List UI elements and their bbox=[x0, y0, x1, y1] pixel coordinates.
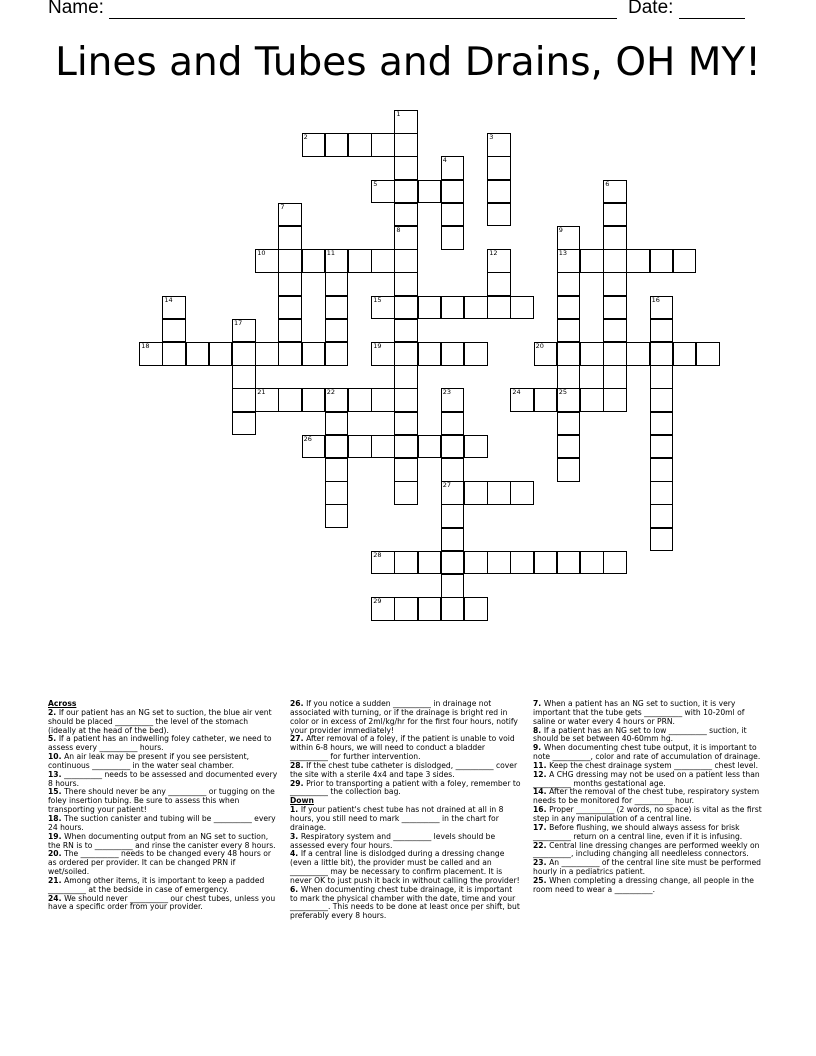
grid-cell[interactable] bbox=[580, 249, 604, 273]
cell-number: 17 bbox=[234, 318, 243, 327]
clue-number: 2. bbox=[48, 707, 59, 717]
grid-cell[interactable] bbox=[278, 272, 302, 296]
grid-cell[interactable] bbox=[278, 226, 302, 250]
grid-cell[interactable] bbox=[371, 551, 395, 575]
grid-cell[interactable] bbox=[603, 319, 627, 343]
clue-number: 28. bbox=[290, 760, 307, 770]
clue-text: If a patient has an indwelling foley catheter, we need to assess every __________ hours. bbox=[48, 734, 272, 753]
grid-cell[interactable] bbox=[464, 435, 488, 459]
clue-text: If your patient's chest tube has not drained at all in 8 hours, you still need to mark __________ in the chart for drainage. bbox=[290, 805, 504, 832]
clue-item bbox=[290, 762, 522, 780]
grid-cell[interactable] bbox=[650, 365, 674, 389]
grid-cell[interactable] bbox=[255, 388, 279, 412]
grid-cell[interactable] bbox=[557, 296, 581, 320]
grid-cell[interactable] bbox=[510, 551, 534, 575]
grid-cell[interactable] bbox=[487, 551, 511, 575]
grid-cell[interactable] bbox=[534, 388, 558, 412]
clue-number: 25. bbox=[533, 875, 550, 885]
grid-cell[interactable] bbox=[394, 551, 418, 575]
grid-cell[interactable] bbox=[441, 574, 465, 598]
grid-cell[interactable] bbox=[394, 133, 418, 157]
clue-number: 18. bbox=[48, 813, 65, 823]
grid-cell[interactable] bbox=[650, 319, 674, 343]
clue-text: __________ needs to be assessed and documented every 8 hours. bbox=[48, 769, 278, 788]
cell-number: 13 bbox=[558, 249, 568, 258]
clue-number: 13. bbox=[48, 769, 65, 779]
grid-cell[interactable] bbox=[441, 203, 465, 227]
clue-text: If a central line is dislodged during a dressing change (even a little bit), the provider must be called and an __________ may be necessary to confirm placement. It is never OK to just push it back in without calling the provider! bbox=[290, 849, 520, 885]
cell-number: 21 bbox=[257, 388, 266, 397]
grid-cell[interactable] bbox=[696, 342, 720, 366]
grid-cell[interactable] bbox=[534, 551, 558, 575]
clue-item bbox=[48, 771, 278, 789]
name-label: Name: bbox=[48, 0, 104, 18]
clue-text: If you notice a sudden __________ in drainage not associated with turning, or if the drainage is bright red in color or in excess of 2ml/kg/hr for the first four hours, notify your provider immediately! bbox=[290, 699, 518, 735]
grid-cell[interactable] bbox=[394, 296, 418, 320]
clue-item bbox=[48, 877, 278, 895]
clue-text: After the removal of the chest tube, respiratory system needs to be monitored for __________ hour. bbox=[533, 787, 760, 806]
clue-item bbox=[533, 700, 765, 727]
clue-item bbox=[533, 842, 765, 860]
clue-item bbox=[290, 850, 522, 885]
clue-number: 8. bbox=[533, 725, 544, 735]
grid-cell[interactable] bbox=[650, 412, 674, 436]
grid-cell[interactable] bbox=[603, 226, 627, 250]
grid-cell[interactable] bbox=[650, 296, 674, 320]
grid-cell[interactable] bbox=[394, 272, 418, 296]
grid-cell[interactable] bbox=[302, 133, 326, 157]
clue-text: When a patient has an NG set to suction, it is very important that the tube gets __________ with 10-20ml of saline or water every 4 hours or PRN. bbox=[533, 699, 745, 726]
clue-number: 21. bbox=[48, 875, 65, 885]
clue-section-heading: Down bbox=[290, 796, 314, 806]
grid-cell[interactable] bbox=[418, 597, 442, 621]
grid-cell[interactable] bbox=[603, 203, 627, 227]
grid-cell[interactable] bbox=[441, 435, 465, 459]
cell-number: 15 bbox=[373, 295, 382, 304]
grid-cell[interactable] bbox=[487, 133, 511, 157]
clue-number: 16. bbox=[533, 805, 550, 815]
clue-text: There should never be any __________ or tugging on the foley insertion tubing. Be sure to assess this when transporting your patient! bbox=[48, 787, 275, 815]
cell-number: 12 bbox=[489, 249, 498, 258]
grid-cell[interactable] bbox=[394, 481, 418, 505]
page-title: Lines and Tubes and Drains, OH MY! bbox=[55, 40, 761, 85]
grid-cell[interactable] bbox=[580, 388, 604, 412]
clue-number: 12. bbox=[533, 769, 550, 779]
grid-cell[interactable] bbox=[603, 342, 627, 366]
clue-number: 29. bbox=[290, 778, 307, 788]
clue-text: When documenting output from an NG set to suction, the RN is to __________ and rinse the canister every 8 hours. bbox=[48, 831, 276, 850]
clue-list bbox=[0, 700, 816, 1040]
grid-cell[interactable] bbox=[557, 226, 581, 250]
clue-item bbox=[48, 735, 278, 753]
grid-cell[interactable] bbox=[510, 481, 534, 505]
cell-number: 2 bbox=[303, 133, 308, 142]
clue-number: 5. bbox=[48, 734, 59, 744]
grid-cell[interactable] bbox=[510, 296, 534, 320]
grid-cell[interactable] bbox=[325, 272, 349, 296]
grid-cell[interactable] bbox=[441, 226, 465, 250]
grid-cell[interactable] bbox=[650, 249, 674, 273]
clue-number: 26. bbox=[290, 699, 307, 708]
date-label: Date: bbox=[628, 0, 674, 18]
grid-cell[interactable] bbox=[557, 272, 581, 296]
clue-item bbox=[533, 727, 765, 745]
cell-number: 11 bbox=[326, 249, 336, 258]
grid-cell[interactable] bbox=[557, 435, 581, 459]
grid-cell[interactable] bbox=[162, 296, 186, 320]
grid-cell[interactable] bbox=[278, 249, 302, 273]
grid-cell[interactable] bbox=[487, 481, 511, 505]
clue-number: 9. bbox=[533, 743, 544, 753]
clue-item bbox=[48, 815, 278, 833]
clue-column-3 bbox=[533, 700, 765, 895]
grid-cell[interactable] bbox=[371, 249, 395, 273]
cell-number: 6 bbox=[605, 179, 610, 188]
clue-text: Central line dressing changes are performed weekly on __________, including changing all needleless connectors. bbox=[533, 840, 760, 859]
cell-number: 9 bbox=[558, 226, 563, 234]
clue-text: When documenting chest tube output, it is important to note __________, color and rate of accumulation of drainage. bbox=[533, 743, 761, 762]
grid-cell[interactable] bbox=[371, 133, 395, 157]
clue-item bbox=[48, 895, 278, 913]
grid-cell[interactable] bbox=[580, 342, 604, 366]
grid-cell[interactable] bbox=[371, 296, 395, 320]
clue-text: Prior to transporting a patient with a foley, remember to __________ the collection bag. bbox=[290, 778, 521, 797]
cell-number: 19 bbox=[373, 342, 382, 350]
grid-cell[interactable] bbox=[418, 342, 442, 366]
clue-item bbox=[533, 788, 765, 806]
grid-cell[interactable] bbox=[371, 180, 395, 204]
cell-number: 14 bbox=[164, 295, 173, 304]
grid-cell[interactable] bbox=[209, 342, 233, 366]
grid-cell[interactable] bbox=[603, 388, 627, 412]
grid-cell[interactable] bbox=[371, 597, 395, 621]
grid-cell[interactable] bbox=[162, 319, 186, 343]
grid-cell[interactable] bbox=[325, 388, 349, 412]
grid-cell[interactable] bbox=[603, 365, 627, 389]
cell-number: 10 bbox=[257, 249, 266, 258]
grid-cell[interactable] bbox=[441, 597, 465, 621]
clue-text: If a patient has an NG set to low __________ suction, it should be set between 40-60mm hg. bbox=[533, 725, 747, 744]
grid-cell[interactable] bbox=[441, 388, 465, 412]
grid-cell[interactable] bbox=[603, 296, 627, 320]
clue-number: 11. bbox=[533, 760, 550, 770]
grid-cell[interactable] bbox=[650, 528, 674, 552]
grid-cell[interactable] bbox=[325, 504, 349, 528]
clue-item bbox=[48, 753, 278, 771]
cell-number: 1 bbox=[396, 110, 401, 118]
clue-number: 15. bbox=[48, 787, 65, 797]
clue-number: 14. bbox=[533, 787, 550, 797]
grid-cell[interactable] bbox=[394, 319, 418, 343]
grid-cell[interactable] bbox=[464, 342, 488, 366]
cell-number: 18 bbox=[141, 342, 150, 350]
grid-cell[interactable] bbox=[441, 458, 465, 482]
clue-item bbox=[533, 806, 765, 824]
grid-cell[interactable] bbox=[557, 412, 581, 436]
clue-item bbox=[290, 886, 522, 921]
cell-number: 25 bbox=[558, 388, 568, 397]
clue-text: We should never __________ our chest tubes, unless you have a specific order from your provider. bbox=[48, 893, 276, 912]
clue-item bbox=[533, 877, 765, 895]
clue-number: 23. bbox=[533, 858, 550, 868]
cell-number: 26 bbox=[303, 434, 312, 443]
grid-cell[interactable] bbox=[232, 365, 256, 389]
clue-number: 24. bbox=[48, 893, 65, 903]
grid-cell[interactable] bbox=[325, 319, 349, 343]
grid-cell[interactable] bbox=[278, 319, 302, 343]
clue-text: A CHG dressing may not be used on a patient less than __________ months gestational age. bbox=[533, 769, 760, 788]
grid-cell[interactable] bbox=[278, 342, 302, 366]
clue-item bbox=[48, 788, 278, 815]
grid-cell[interactable] bbox=[325, 249, 349, 273]
grid-cell[interactable] bbox=[650, 481, 674, 505]
grid-cell[interactable] bbox=[418, 435, 442, 459]
grid-cell[interactable] bbox=[650, 388, 674, 412]
grid-cell[interactable] bbox=[487, 272, 511, 296]
grid-cell[interactable] bbox=[418, 180, 442, 204]
clue-item bbox=[48, 850, 278, 877]
grid-cell[interactable] bbox=[302, 249, 326, 273]
grid-cell[interactable] bbox=[371, 388, 395, 412]
grid-cell[interactable] bbox=[394, 156, 418, 180]
grid-cell[interactable] bbox=[394, 412, 418, 436]
grid-cell[interactable] bbox=[464, 296, 488, 320]
grid-cell[interactable] bbox=[464, 481, 488, 505]
grid-cell[interactable] bbox=[325, 458, 349, 482]
grid-cell[interactable] bbox=[464, 597, 488, 621]
clue-item bbox=[533, 771, 765, 789]
grid-cell[interactable] bbox=[394, 458, 418, 482]
grid-cell[interactable] bbox=[186, 342, 210, 366]
grid-cell[interactable] bbox=[394, 597, 418, 621]
grid-cell[interactable] bbox=[418, 296, 442, 320]
grid-cell[interactable] bbox=[232, 342, 256, 366]
clue-number: 10. bbox=[48, 752, 65, 762]
clue-text: After removal of a foley, if the patient is unable to void within 6-8 hours, we will need to conduct a bladder __________ for further intervention. bbox=[290, 734, 515, 762]
clue-item bbox=[290, 833, 522, 851]
grid-cell[interactable] bbox=[232, 388, 256, 412]
clue-number: 6. bbox=[290, 884, 301, 894]
clue-text: If our patient has an NG set to suction, the blue air vent should be placed __________ the level of the stomach (ideally at the head of the bed). bbox=[48, 707, 272, 735]
clue-text: The __________ needs to be changed every 48 hours or as ordered per provider. It can be changed PRN if wet/soiled. bbox=[48, 849, 271, 877]
grid-cell[interactable] bbox=[534, 342, 558, 366]
grid-cell[interactable] bbox=[371, 342, 395, 366]
grid-cell[interactable] bbox=[325, 412, 349, 436]
clue-number: 7. bbox=[533, 699, 544, 708]
grid-cell[interactable] bbox=[232, 412, 256, 436]
grid-cell[interactable] bbox=[394, 435, 418, 459]
cell-number: 23 bbox=[442, 388, 452, 397]
grid-cell[interactable] bbox=[650, 435, 674, 459]
grid-cell[interactable] bbox=[580, 551, 604, 575]
grid-cell[interactable] bbox=[626, 249, 650, 273]
grid-cell[interactable] bbox=[441, 481, 465, 505]
cell-number: 28 bbox=[373, 550, 382, 559]
grid-cell[interactable] bbox=[557, 551, 581, 575]
grid-cell[interactable] bbox=[441, 504, 465, 528]
cell-number: 29 bbox=[373, 597, 382, 606]
clue-item bbox=[533, 859, 765, 877]
grid-cell[interactable] bbox=[441, 551, 465, 575]
grid-cell[interactable] bbox=[626, 342, 650, 366]
cell-number: 27 bbox=[442, 481, 452, 490]
grid-cell[interactable] bbox=[278, 296, 302, 320]
grid-cell[interactable] bbox=[302, 435, 326, 459]
grid-cell[interactable] bbox=[557, 365, 581, 389]
grid-cell[interactable] bbox=[348, 435, 372, 459]
clue-item bbox=[290, 780, 522, 798]
grid-cell[interactable] bbox=[650, 342, 674, 366]
grid-cell[interactable] bbox=[348, 249, 372, 273]
grid-cell[interactable] bbox=[603, 272, 627, 296]
clue-text: The suction canister and tubing will be __________ every 24 hours. bbox=[48, 813, 276, 832]
clue-column-1 bbox=[48, 700, 278, 912]
cell-number: 8 bbox=[396, 226, 401, 234]
grid-cell[interactable] bbox=[441, 296, 465, 320]
cell-number: 20 bbox=[535, 342, 544, 350]
cell-number: 5 bbox=[373, 179, 378, 188]
clue-number: 22. bbox=[533, 840, 550, 850]
grid-cell[interactable] bbox=[278, 203, 302, 227]
grid-cell[interactable] bbox=[255, 249, 279, 273]
grid-cell[interactable] bbox=[487, 156, 511, 180]
grid-cell[interactable] bbox=[487, 180, 511, 204]
grid-cell[interactable] bbox=[394, 365, 418, 389]
clue-column-2 bbox=[290, 700, 522, 921]
grid-cell[interactable] bbox=[394, 226, 418, 250]
cell-number: 22 bbox=[326, 388, 336, 397]
grid-cell[interactable] bbox=[325, 435, 349, 459]
grid-cell[interactable] bbox=[487, 249, 511, 273]
grid-cell[interactable] bbox=[325, 342, 349, 366]
grid-cell[interactable] bbox=[371, 435, 395, 459]
grid-cell[interactable] bbox=[673, 342, 697, 366]
grid-cell[interactable] bbox=[232, 319, 256, 343]
grid-cell[interactable] bbox=[650, 504, 674, 528]
clue-number: 27. bbox=[290, 734, 307, 744]
clue-number: 3. bbox=[290, 831, 301, 841]
grid-cell[interactable] bbox=[394, 388, 418, 412]
grid-cell[interactable] bbox=[302, 342, 326, 366]
clue-text: Among other items, it is important to keep a padded __________ at the bedside in case of emergency. bbox=[48, 875, 265, 894]
grid-cell[interactable] bbox=[650, 458, 674, 482]
clue-text: Before flushing, we should always assess for brisk __________ return on a central line, even if it is infusing. bbox=[533, 822, 743, 841]
grid-cell[interactable] bbox=[673, 249, 697, 273]
grid-cell[interactable] bbox=[603, 180, 627, 204]
grid-cell[interactable] bbox=[348, 133, 372, 157]
grid-cell[interactable] bbox=[394, 342, 418, 366]
clue-item bbox=[533, 744, 765, 762]
grid-cell[interactable] bbox=[487, 296, 511, 320]
cell-number: 7 bbox=[280, 202, 285, 211]
grid-cell[interactable] bbox=[441, 528, 465, 552]
grid-cell[interactable] bbox=[441, 156, 465, 180]
clue-item bbox=[290, 806, 522, 833]
grid-cell[interactable] bbox=[441, 412, 465, 436]
cell-number: 4 bbox=[442, 156, 447, 165]
clue-text: An __________ of the central line site must be performed hourly in a pediatrics patient. bbox=[533, 858, 761, 877]
grid-cell[interactable] bbox=[441, 342, 465, 366]
grid-cell[interactable] bbox=[557, 319, 581, 343]
clue-number: 20. bbox=[48, 849, 65, 859]
clue-item bbox=[48, 709, 278, 736]
clue-text: Proper __________ (2 words, no space) is vital as the first step in any manipulation of a central line. bbox=[533, 805, 762, 823]
grid-cell[interactable] bbox=[557, 249, 581, 273]
grid-cell[interactable] bbox=[603, 249, 627, 273]
grid-cell[interactable] bbox=[302, 388, 326, 412]
grid-cell[interactable] bbox=[394, 203, 418, 227]
clue-number: 4. bbox=[290, 849, 301, 859]
clue-item bbox=[290, 735, 522, 762]
clue-number: 17. bbox=[533, 822, 550, 832]
clue-text: Keep the chest drainage system __________ chest level. bbox=[549, 760, 758, 770]
clue-item bbox=[533, 824, 765, 842]
grid-cell[interactable] bbox=[394, 249, 418, 273]
clue-number: 1. bbox=[290, 805, 301, 815]
grid-cell[interactable] bbox=[557, 342, 581, 366]
grid-cell[interactable] bbox=[394, 180, 418, 204]
grid-cell[interactable] bbox=[510, 388, 534, 412]
cell-number: 16 bbox=[651, 295, 660, 304]
clue-text: When completing a dressing change, all people in the room need to wear a __________. bbox=[533, 875, 754, 894]
clue-text: If the chest tube catheter is dislodged, __________ cover the site with a sterile 4x4 and tape 3 sides. bbox=[290, 760, 518, 779]
clue-text: Respiratory system and __________ levels should be assessed every four hours. bbox=[290, 831, 496, 850]
clue-text: An air leak may be present if you see persistent, continuous __________ in the water seal chamber. bbox=[48, 752, 249, 770]
grid-cell[interactable] bbox=[441, 180, 465, 204]
grid-cell[interactable] bbox=[418, 551, 442, 575]
grid-cell[interactable] bbox=[325, 296, 349, 320]
cell-number: 24 bbox=[512, 388, 521, 397]
grid-cell[interactable] bbox=[162, 342, 186, 366]
clue-item bbox=[290, 700, 522, 735]
grid-cell[interactable] bbox=[325, 133, 349, 157]
grid-cell[interactable] bbox=[557, 458, 581, 482]
grid-cell[interactable] bbox=[348, 388, 372, 412]
grid-cell[interactable] bbox=[557, 388, 581, 412]
clue-item bbox=[48, 833, 278, 851]
grid-cell[interactable] bbox=[139, 342, 163, 366]
grid-cell[interactable] bbox=[487, 203, 511, 227]
grid-cell[interactable] bbox=[255, 342, 279, 366]
grid-cell[interactable] bbox=[278, 388, 302, 412]
cell-number: 3 bbox=[489, 133, 494, 142]
clue-section-heading: Across bbox=[48, 699, 77, 708]
clue-number: 19. bbox=[48, 831, 65, 841]
clue-text: When documenting chest tube drainage, it is important to mark the physical chamber with the date, time and your __________. This needs to be done at least once per shift, but preferably every 8 hours. bbox=[290, 884, 520, 921]
grid-cell[interactable] bbox=[464, 551, 488, 575]
grid-cell[interactable] bbox=[603, 551, 627, 575]
grid-cell[interactable] bbox=[394, 110, 418, 134]
grid-cell[interactable] bbox=[325, 481, 349, 505]
